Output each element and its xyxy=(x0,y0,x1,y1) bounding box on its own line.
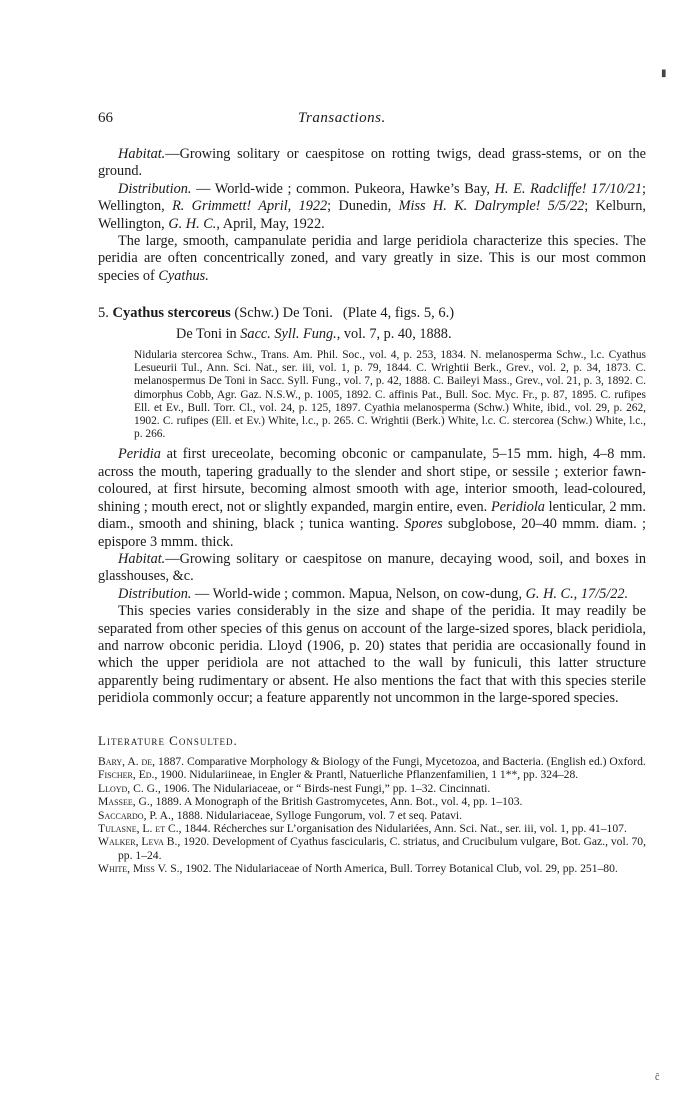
remark-paragraph xyxy=(98,603,646,707)
habitat-label: Habitat. xyxy=(118,146,166,162)
habitat-label: Habitat. xyxy=(118,550,166,567)
page-number: 66 xyxy=(98,110,113,126)
description-text: subglobose, 20–40 mmm. diam. ; epispore 3 mmm. thick. xyxy=(98,516,647,550)
running-title: Transactions. xyxy=(298,110,386,126)
species-authority: (Schw.) De Toni. xyxy=(234,305,333,322)
distribution-label: Distribution. xyxy=(118,585,192,602)
description-label: Peridia xyxy=(118,446,161,463)
remark-text: The large, smooth, campanulate peridia and large peridiola characterize this species. The peridia are often concentrically zoned, and vary greatly in size. This is our most common species of xyxy=(98,233,646,284)
reference-author: Fischer, Ed., xyxy=(98,768,158,782)
main-text xyxy=(98,146,646,876)
reference-text: 1902. The Nidulariaceae of North America, Bull. Torrey Botanical Club, vol. 29, pp. 251–80. xyxy=(182,862,618,876)
species-name: Cyathus stercoreus xyxy=(112,305,231,322)
distribution-text: — World-wide ; common. Mapua, Nelson, on cow-dung, xyxy=(191,585,526,602)
reference-text: 1889. A Monograph of the British Gastromycetes, Ann. Bot., vol. 4, pp. 1–103. xyxy=(152,795,523,809)
collector: R. Grimmett! April, 1922 xyxy=(172,198,328,215)
reference-text: 1920. Development of Cyathus fascicularis, C. striatus, and Crucibulum vulgare, Bot. Gaz., vol. 70, pp. 1–24. xyxy=(118,835,646,862)
description-paragraph xyxy=(98,446,646,550)
synonymy xyxy=(98,349,646,441)
synonymy-text: Nidularia stercorea Schw., Trans. Am. Phil. Soc., vol. 4, p. 253, 1834. N. melanosperma Schw., l.c. Cyathus Lesueurii Tul., Ann. Sci. Nat., ser. iii, vol. 1, p. 79, 1844. C. Wrightii Berk., Grev., vol. 2, p. 34, 1873. C. melanospermus De Toni in Sacc. Syll. Fung., vol. 7, p. 42, 1888. C. Baileyi Mass., Grev., vol. 21, p. 3, 1892. C. dimorphus Cobb, Agr. Gaz. N.S.W., p. 1005, 1892. C. affinis Pat., Bull. Soc. Myc. Fr., p. 87, 1895. C. rufipes Ell. et Ev., Bull. Torr. Cl., vol. 24, p. 125, 1897. Cyathia melanosperma (Schw.) White, ibid., vol. 29, p. 262, 1902. C. rufipes (Ell. et Ev.) White, l.c., p. 265. C. Wrightii (Berk.) White, l.c. C. stercorea (Schw.) White, l.c., p. 266. xyxy=(134,349,646,441)
reference-item xyxy=(98,755,646,768)
reference-author: Walker, Leva B., xyxy=(98,835,181,849)
description-text: at first ureceolate, becoming obconic or campanulate, 5–15 mm. high, 4–8 mm. across the mouth, tapering gradually to the slender and short stipe, or sessile ; exterior fawn-coloured, at first hirsute, becoming almost smooth with age, interior smooth, lead-coloured, shining ; mouth erect, not or slightly expanded, margin entire, even. xyxy=(98,446,646,515)
habitat-paragraph xyxy=(98,551,646,586)
reference-author: Bary, A. de, xyxy=(98,754,156,768)
reference-item xyxy=(98,862,646,875)
reference-author: Tulasne, L. et C., xyxy=(98,822,182,836)
reference-text: 1906. The Nidulariaceae, or “ Birds-nest Fungi,” pp. 1–32. Cincinnati. xyxy=(160,781,491,795)
habitat-paragraph xyxy=(98,146,646,181)
reference-author: Massee, G., xyxy=(98,795,153,809)
margin-speck: ĉ xyxy=(655,1072,660,1083)
distribution-paragraph xyxy=(98,181,646,233)
reference-item xyxy=(98,809,646,822)
distribution-label: Distribution. xyxy=(118,180,192,197)
remark-paragraph xyxy=(98,233,646,285)
running-header xyxy=(98,110,646,132)
collector: G. H. C., 17/5/22. xyxy=(525,585,629,602)
distribution-text: ; Kelburn, Wellington, xyxy=(98,198,646,232)
distribution-text: — World-wide ; common. Pukeora, Hawke’s Bay, xyxy=(191,180,495,197)
reference-author: Saccardo, P. A., xyxy=(98,808,174,822)
citation-work: Sacc. Syll. Fung. xyxy=(240,325,337,342)
literature-heading: Literature Consulted. xyxy=(98,732,238,748)
citation-rest: , vol. 7, p. 40, 1888. xyxy=(336,325,452,342)
reference-text: 1888. Nidulariaceae, Sylloge Fungorum, vol. 7 et seq. Patavi. xyxy=(173,808,463,822)
genus-name: Cyathus. xyxy=(158,267,209,284)
collector: G. H. C. xyxy=(168,215,217,232)
reference-text: 1900. Nidulariineae, in Engler & Prantl, Natuerliche Pflanzenfamilien, 1 1**, pp. 324–28. xyxy=(157,768,579,782)
reference-item xyxy=(98,768,646,781)
description-label: Spores xyxy=(404,516,443,533)
citation-author: De Toni in xyxy=(176,325,241,342)
reference-item xyxy=(98,795,646,808)
reference-item xyxy=(98,822,646,835)
reference-list xyxy=(98,755,646,876)
species-number: 5. xyxy=(98,305,109,322)
habitat-text: —Growing solitary or caespitose on rotting twigs, dead grass-stems, or on the ground. xyxy=(98,146,646,180)
distribution-text: ; Wellington, xyxy=(98,180,647,215)
reference-author: Lloyd, C. G., xyxy=(98,781,161,795)
description-text: lenticular, 2 mm. diam., smooth and shining, black ; tunica wanting. xyxy=(98,498,647,533)
margin-speck: ▮ xyxy=(661,68,667,79)
plate-reference: (Plate 4, figs. 5, 6.) xyxy=(342,305,455,322)
remark-text: This species varies considerably in the size and shape of the peridia. It may readily be separated from other species of this genus on account of the large-sized spores, black peridiola, and narrow obconic peridia. Lloyd (1906, p. 20) states that peridia are occasionally found in which the upper peridiola are not attached to the wall by funiculi, this latter structure apparently being rudimentary or absent. He also mentions the fact that with this species sterile peridiola commonly occur; a feature apparently not uncommon in the large-spored species. xyxy=(98,603,646,707)
reference-text: 1844. Récherches sur L’organisation des Nidulariées, Ann. Sci. Nat., ser. iii, vol. 1, pp. 41–107. xyxy=(181,822,627,836)
distribution-text: ; Dunedin, xyxy=(327,198,399,215)
collector: H. E. Radcliffe! 17/10/21 xyxy=(494,180,643,197)
collector: Miss H. K. Dalrymple! 5/5/22 xyxy=(398,198,585,215)
species-heading xyxy=(98,305,646,322)
species-citation xyxy=(98,326,646,343)
habitat-text: —Growing solitary or caespitose on manure, decaying wood, soil, and boxes in glasshouses, &c. xyxy=(98,550,646,585)
description-label: Peridiola xyxy=(490,498,545,515)
distribution-paragraph xyxy=(98,586,646,603)
reference-item xyxy=(98,835,646,862)
reference-item xyxy=(98,782,646,795)
reference-author: White, Miss V. S., xyxy=(98,862,183,876)
distribution-text: , April, May, 1922. xyxy=(216,215,325,232)
reference-text: 1887. Comparative Morphology & Biology of the Fungi, Mycetozoa, and Bacteria. (English ed.) Oxford. xyxy=(155,754,646,768)
